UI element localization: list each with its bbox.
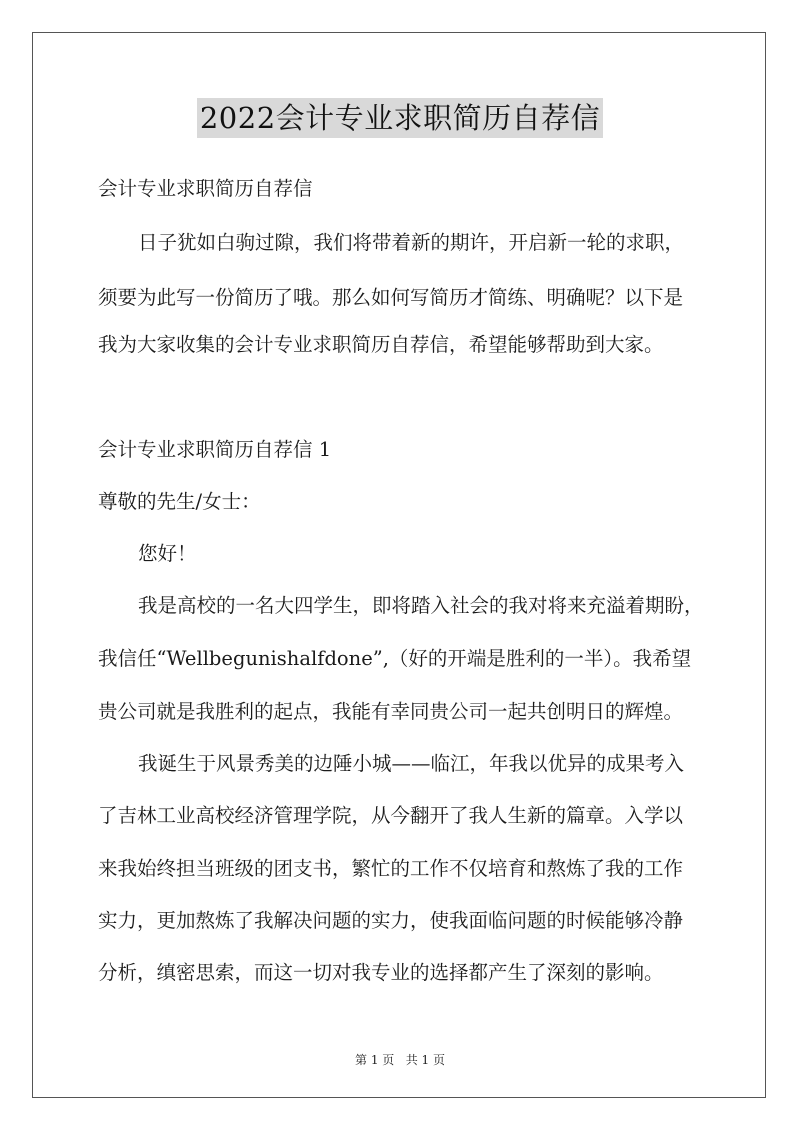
paragraph-line: 我信任“Wellbegunishalfdone”,（好的开端是胜利的一半）。我希望 — [98, 647, 692, 670]
paragraph-line: 贵公司就是我胜利的起点，我能有幸同贵公司一起共创明日的辉煌。 — [98, 700, 684, 723]
paragraph-line: 实力，更加熬炼了我解决问题的实力，使我面临问题的时候能够冷静 — [98, 909, 684, 932]
paragraph-line: 来我始终担当班级的团支书，繁忙的工作不仅培育和熬炼了我的工作 — [98, 857, 684, 880]
paragraph-line: 须要为此写一份简历了哦。那么如何写简历才简练、明确呢？以下是 — [98, 286, 684, 309]
section-heading: 会计专业求职简历自荐信 1 — [98, 438, 332, 461]
page-footer: 第 1 页 共 1 页 — [355, 1053, 445, 1067]
salutation: 尊敬的先生/女士： — [98, 490, 261, 513]
paragraph-line: 我诞生于风景秀美的边陲小城——临江，年我以优异的成果考入 — [138, 752, 685, 775]
greeting: 您好！ — [138, 542, 197, 565]
title-container — [0, 98, 800, 138]
paragraph-line: 我为大家收集的会计专业求职简历自荐信，希望能够帮助到大家。 — [98, 333, 664, 356]
paragraph-line: 日子犹如白驹过隙，我们将带着新的期许，开启新一轮的求职， — [138, 231, 685, 254]
paragraph-line: 我是高校的一名大四学生，即将踏入社会的我对将来充溢着期盼， — [138, 594, 704, 617]
paragraph-line: 分析，缜密思索，而这一切对我专业的选择都产生了深刻的影响。 — [98, 961, 664, 984]
section-heading: 会计专业求职简历自荐信 — [98, 177, 313, 200]
document-title: 2022会计专业求职简历自荐信 — [197, 98, 603, 138]
paragraph-line: 了吉林工业高校经济管理学院，从今翻开了我人生新的篇章。入学以 — [98, 804, 684, 827]
